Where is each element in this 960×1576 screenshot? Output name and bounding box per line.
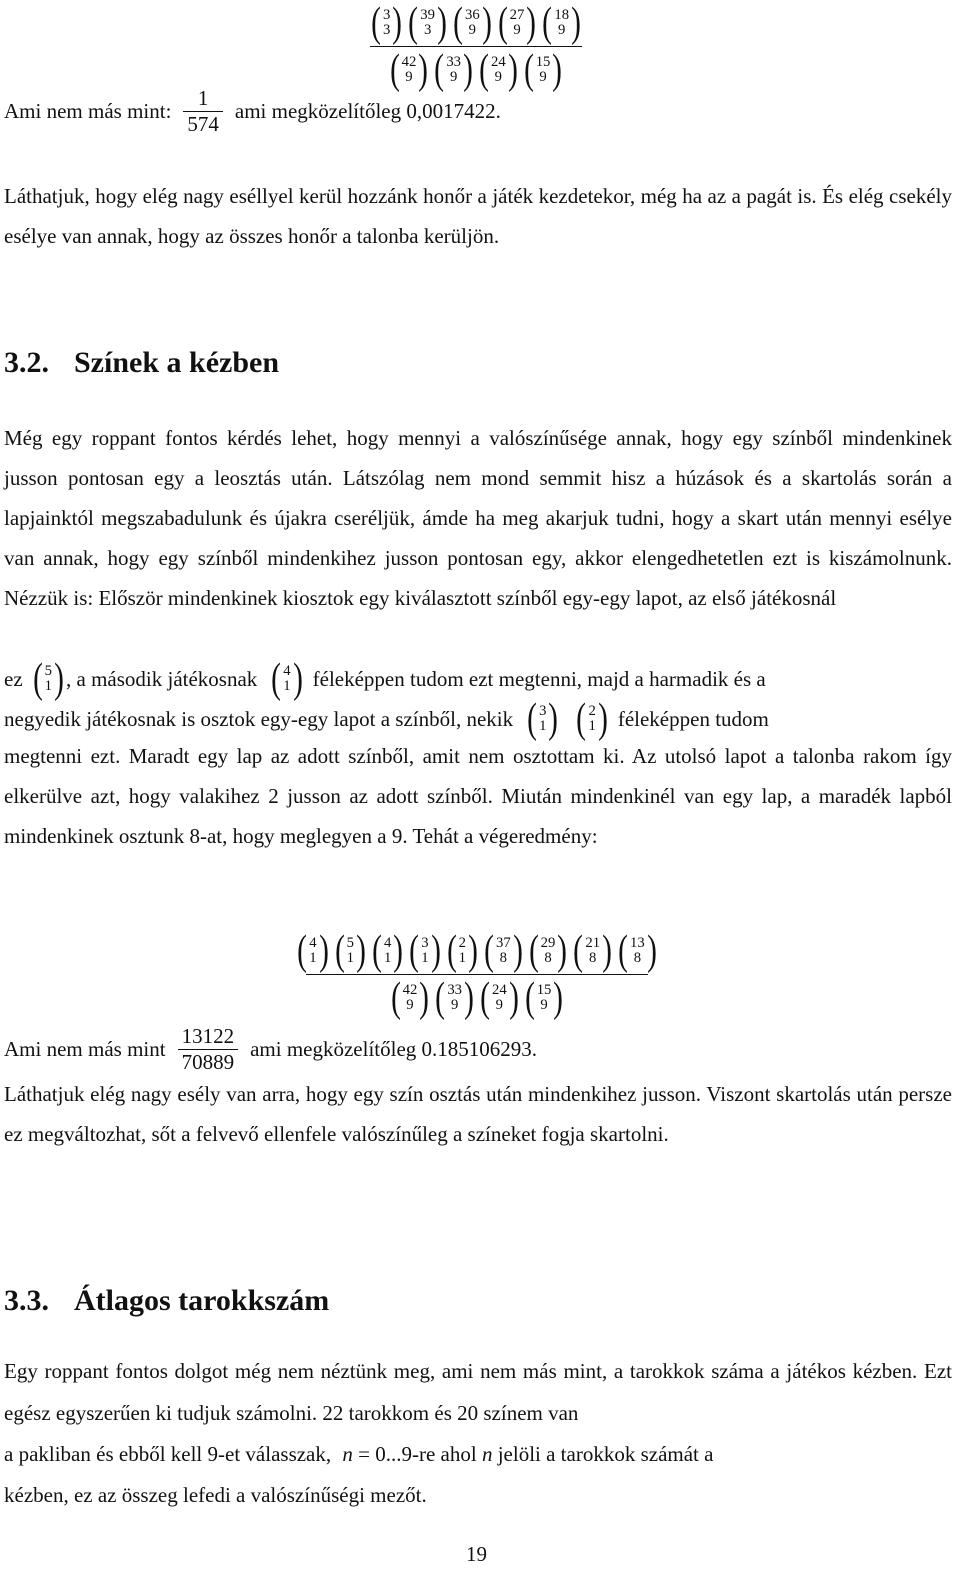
- result-line-2-fraction: [178, 1024, 239, 1075]
- binom-bottom: 9: [495, 997, 504, 1013]
- binom-bottom: 1: [346, 950, 354, 966]
- binom-bottom: 1: [458, 950, 466, 966]
- binomial: ( 5 1 ): [32, 656, 64, 702]
- binom-bottom: 9: [558, 22, 566, 38]
- binom-top: 33: [447, 981, 462, 998]
- binom-top: 18: [554, 6, 570, 23]
- binom-top: 42: [402, 981, 418, 998]
- fraction-numerator: 1: [197, 86, 209, 110]
- paragraph-colors-line-binom-2: [4, 698, 952, 740]
- binom-top: 36: [464, 6, 480, 23]
- binomial: ( 4 1 ): [372, 928, 404, 974]
- result-line-1-prefix: Ami nem más mint:: [4, 99, 172, 123]
- binomial: ( 4 1 ): [271, 656, 303, 702]
- top-formula-denominator: [368, 47, 584, 91]
- binom-bottom: 8: [633, 950, 642, 966]
- binom-bottom: 1: [283, 678, 291, 694]
- color-distribution-formula: [297, 928, 657, 1021]
- variable-n: n: [481, 1442, 493, 1466]
- top-formula-numerator: [368, 2, 584, 46]
- fraction-numerator: 13122: [181, 1024, 235, 1048]
- binomial: ( 36 9 ): [453, 0, 492, 46]
- binomial: ( 33 9 ): [434, 47, 473, 93]
- color-formula-numerator: [297, 928, 657, 974]
- result-line-2-suffix: ami megközelítőleg 0.185106293.: [250, 1037, 538, 1061]
- top-formula: [368, 2, 584, 91]
- binom-top: 42: [401, 53, 417, 70]
- binom-top: 39: [420, 6, 435, 23]
- binom-bottom: 9: [405, 69, 413, 85]
- binomial: ( 24 9 ): [480, 975, 519, 1021]
- text-segment: féleképpen tudom: [617, 707, 769, 731]
- binom-bottom: 8: [544, 950, 552, 966]
- section-heading-3-3: [4, 1284, 329, 1318]
- section-heading-3-2: [4, 346, 279, 380]
- binom-top: 4: [283, 662, 291, 679]
- binomial: ( 3 1 ): [409, 928, 441, 974]
- variable-n: n: [342, 1442, 353, 1466]
- binom-top: 5: [44, 662, 52, 679]
- binom-bottom: 9: [539, 69, 547, 85]
- binomial: ( 42 9 ): [390, 975, 430, 1021]
- section-title: Színek a kézben: [74, 346, 280, 379]
- binomial: ( 39 3 ): [408, 0, 447, 46]
- binom-bottom: 9: [494, 69, 503, 85]
- text-segment: , a második játékosnak: [66, 667, 258, 691]
- binomial: ( 15 9 ): [523, 47, 563, 93]
- binom-top: 2: [588, 702, 596, 719]
- binom-top: 27: [509, 6, 525, 23]
- binom-top: 21: [585, 934, 601, 951]
- binomial: ( 2 1 ): [446, 928, 478, 974]
- binomial: ( 3 1 ): [527, 696, 559, 742]
- binom-top: 4: [309, 934, 317, 951]
- result-line-1-fraction: [183, 86, 223, 137]
- binom-bottom: 9: [468, 22, 476, 38]
- binomial: ( 24 9 ): [479, 47, 518, 93]
- paragraph-average-tarock-end: kézben, ez az összeg lefedi a valószínűségi mezőt.: [4, 1483, 427, 1507]
- binomial: ( 29 8 ): [528, 928, 568, 974]
- result-line-1: [4, 86, 501, 137]
- binom-bottom: 8: [499, 950, 507, 966]
- binom-top: 3: [539, 702, 547, 719]
- binom-bottom: 1: [309, 950, 317, 966]
- binom-top: 24: [491, 53, 506, 70]
- paragraph-colors-conclusion: megtenni ezt. Maradt egy lap az adott színből, amit nem osztottam ki. Az utolsó lapot a talonba rakom így elkerülve azt, hogy valakihez 2 jusson az adott színből. Miután mindenkinél van egy lap, a maradék lapból mindenkinek osztunk 8-at, hogy meglegyen a 9. Tehát a végeredmény:: [4, 744, 952, 848]
- binom-bottom: 1: [588, 718, 596, 734]
- binomial: ( 2 1 ): [576, 696, 608, 742]
- binom-top: 3: [421, 934, 429, 951]
- binom-bottom: 1: [421, 950, 429, 966]
- section-title: Átlagos tarokkszám: [74, 1284, 330, 1317]
- fraction-denominator: 70889: [181, 1050, 235, 1074]
- text-segment: negyedik játékosnak is osztok egy-egy lapot a színből, nekik: [4, 707, 514, 731]
- paragraph-colors-intro: Még egy roppant fontos kérdés lehet, hogy mennyi a valószínűsége annak, hogy egy színből mindenkinek jusson pontosan egy a leosztás után. Látszólag nem mond semmit hisz a húzások és a skartolás során a lapjainktól megszabadulunk és újakra cseréljük, ámde ha meg akarjuk tudni, hogy a skart után mennyi esélye van annak, hogy egy színből mindenkihez jusson pontosan egy, akkor elengedhetetlen ezt is kiszámolnunk. Nézzük is: Először mindenkinek kiosztok egy kiválasztott színből egy-egy lapot, az első játékosnál: [4, 426, 952, 610]
- color-formula-denominator: [304, 975, 650, 1019]
- fraction-denominator: 574: [187, 112, 219, 136]
- binom-bottom: 1: [44, 678, 52, 694]
- binom-top: 13: [630, 934, 645, 951]
- text-segment: ez: [4, 667, 23, 691]
- binomial: ( 33 9 ): [435, 975, 474, 1021]
- binomial: ( 5 1 ): [334, 928, 366, 974]
- text-segment: a pakliban és ebből kell 9-et válasszak,: [4, 1442, 332, 1466]
- binom-bottom: 1: [383, 950, 392, 966]
- paragraph-colors-line-binom-1: [4, 658, 952, 700]
- paragraph-discard-note: Láthatjuk elég nagy esély van arra, hogy egy szín osztás után mindenkihez jusson. Viszont skartolás után persze ez megváltozhat, sőt a felvevő ellenfele valószínűleg a színeket fogja skartolni.: [4, 1082, 952, 1146]
- binom-bottom: 9: [449, 69, 458, 85]
- binom-bottom: 9: [540, 997, 548, 1013]
- binom-top: 29: [540, 934, 556, 951]
- binom-top: 33: [446, 53, 461, 70]
- result-line-2: [4, 1024, 537, 1075]
- binom-bottom: 3: [382, 22, 391, 38]
- binomial: ( 3 3 ): [371, 0, 403, 46]
- binom-bottom: 3: [423, 22, 432, 38]
- section-number: 3.3.: [4, 1284, 49, 1317]
- paragraph-honor-chance: Láthatjuk, hogy elég nagy eséllyel kerül hozzánk honőr a játék kezdetekor, még ha az a pagát is. És elég csekély esélye van annak, hogy az összes honőr a talonba kerüljön.: [4, 184, 952, 248]
- text-segment: = 0...9-re ahol: [358, 1442, 477, 1466]
- binomial: ( 42 9 ): [389, 47, 429, 93]
- page-number: 19: [466, 1542, 487, 1566]
- text-segment: jelöli a tarokkok számát a: [497, 1442, 714, 1466]
- binom-bottom: 9: [450, 997, 459, 1013]
- binomial: ( 37 8 ): [484, 928, 523, 974]
- paragraph-average-tarock-intro: Egy roppant fontos dolgot még nem néztünk meg, ami nem más mint, a tarokkok száma a játékos kézben. Ezt egész egyszerűen ki tudjuk számolni. 22 tarokkom és 20 színem van: [4, 1359, 952, 1425]
- binomial: ( 18 9 ): [542, 0, 581, 46]
- text-segment: féleképpen tudom ezt megtenni, majd a harmadik és a: [312, 667, 766, 691]
- section-number: 3.2.: [4, 346, 49, 379]
- binomial: ( 4 1 ): [297, 928, 329, 974]
- binom-bottom: 9: [406, 997, 414, 1013]
- binom-top: 37: [495, 934, 511, 951]
- binom-bottom: 1: [539, 718, 547, 734]
- binom-top: 15: [535, 53, 551, 70]
- binom-bottom: 8: [589, 950, 597, 966]
- binom-top: 5: [346, 934, 354, 951]
- binomial: ( 15 9 ): [524, 975, 564, 1021]
- binom-top: 3: [382, 6, 391, 23]
- binom-top: 24: [492, 981, 507, 998]
- binom-bottom: 9: [513, 22, 521, 38]
- binomial: ( 27 9 ): [497, 0, 537, 46]
- binom-top: 15: [536, 981, 552, 998]
- binomial: ( 21 8 ): [573, 928, 612, 974]
- paragraph-average-tarock-formula-line: [4, 1433, 952, 1475]
- result-line-1-suffix: ami megközelítőleg 0,0017422.: [234, 99, 501, 123]
- binom-top: 4: [383, 934, 392, 951]
- binom-top: 2: [458, 934, 466, 951]
- binomial: ( 13 8 ): [618, 928, 657, 974]
- result-line-2-prefix: Ami nem más mint: [4, 1037, 166, 1061]
